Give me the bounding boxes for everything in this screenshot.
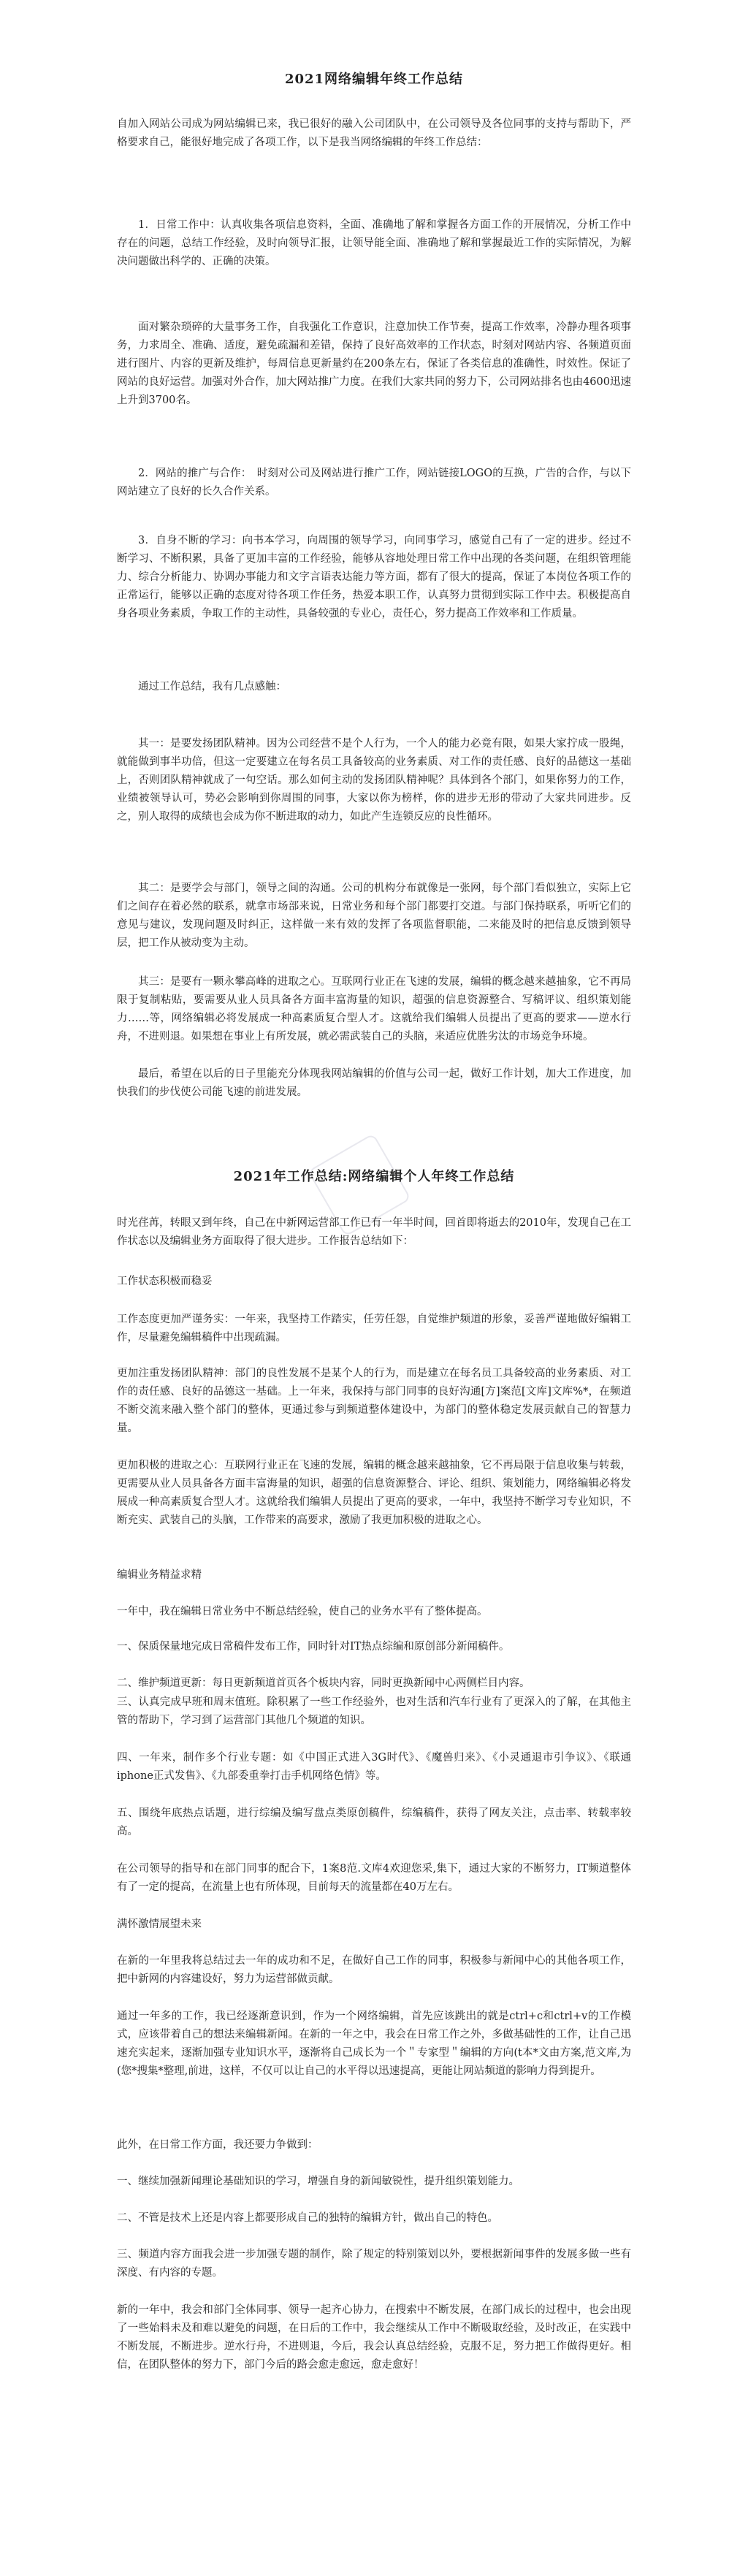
doc2-goals-intro bbox=[117, 2136, 631, 2154]
paragraph: 通过工作总结，我有几点感触： bbox=[138, 681, 286, 693]
doc2-teamwork bbox=[117, 1365, 631, 1438]
paragraph: 此外，在日常工作方面，我还要力争做到： bbox=[117, 2139, 318, 2151]
doc2-goal-1 bbox=[117, 2173, 631, 2191]
doc1-closing bbox=[117, 1065, 631, 1102]
doc2-team-result bbox=[117, 1860, 631, 1897]
list-item: 三、频道内容方面我会进一步加强专题的制作，除了规定的特别策划以外，要根据新闻事件的发展多做一些有深度、有内容的专题。 bbox=[117, 2249, 631, 2279]
paragraph: 一年中，我在编辑日常业务中不断总结经验，使自己的业务水平有了整体提高。 bbox=[117, 1606, 488, 1617]
paragraph: 2．网站的推广与合作： 时刻对公司及网站进行推广工作，网站链接LOGO的互换，广告的合作，与以下网站建立了良好的长久合作关系。 bbox=[117, 468, 631, 498]
doc2-title: 2021年工作总结:网络编辑个人年终工作总结 bbox=[233, 1169, 515, 1184]
paragraph: 工作态度更加严谨务实：一年来，我坚持工作踏实，任劳任怨，自觉维护频道的形象，妥善严谨地做好编辑工作，尽量避免编辑稿件中出现疏漏。 bbox=[117, 1314, 631, 1344]
doc2-goal-2 bbox=[117, 2209, 631, 2228]
list-item: 二、不管是技术上还是内容上都要形成自己的独特的编辑方针，做出自己的特色。 bbox=[117, 2212, 498, 2224]
doc2-item-1 bbox=[117, 1638, 631, 1656]
section-heading: 满怀激情展望未来 bbox=[117, 1918, 202, 1930]
doc2-closing bbox=[117, 2301, 631, 2374]
paragraph: 最后，希望在以后的日子里能充分体现我网站编辑的价值与公司一起，做好工作计划，加大工作进度，加快我们的步伐使公司能飞速的前进发展。 bbox=[117, 1068, 631, 1098]
list-item: 三、认真完成早班和周末值班。除积累了一些工作经验外，也对生活和汽车行业有了更深入的了解，在其他主管的帮助下，学习到了运营部门其他几个频道的知识。 bbox=[117, 1696, 631, 1726]
paragraph: 更加注重发扬团队精神：部门的良性发展不是某个人的行为，而是建立在每名员工具备较高的业务素质、对工作的责任感、良好的品德这一基础。上一年来，我保持与部门同事的良好沟通[方]案范[文库]文库%*，在频道不断交流来融入整个部门的整体，更通过参与到频道整体建设中，为部门的整体稳定发展贡献自己的智慧力量。 bbox=[117, 1368, 631, 1434]
doc2-attitude bbox=[117, 1311, 631, 1347]
paragraph: 3．自身不断的学习：向书本学习，向周围的领导学习，向同事学习，感觉自己有了一定的进步。经过不断学习、不断积累，具备了更加丰富的工作经验，能够从容地处理日常工作中出现的各类问题，在组织管理能力、综合分析能力、协调办事能力和文字言语表达能力等方面，都有了很大的提高，保证了本岗位各项工作的正常运行，能够以正确的态度对待各项工作任务，热爱本职工作，认真努力贯彻到实际工作中去。积极提高自身各项业务素质，争取工作的主动性，具备较强的专业心，责任心，努力提高工作效率和工作质量。 bbox=[117, 535, 631, 620]
doc2-heading-2 bbox=[117, 1566, 631, 1585]
list-item: 二、维护频道更新：每日更新频道首页各个板块内容，同时更换新闻中心两侧栏目内容。 bbox=[117, 1677, 530, 1689]
doc1-section-daily-work bbox=[117, 216, 631, 271]
paragraph: 自加入网站公司成为网站编辑已来，我已很好的融入公司团队中，在公司领导及各位同事的支持与帮助下，严格要求自己，能很好地完成了各项工作，以下是我当网络编辑的年终工作总结： bbox=[117, 118, 631, 148]
paragraph: 在公司领导的指导和在部门同事的配合下，1案8范.文库4欢迎您采,集下，通过大家的不断努力，IT频道整体有了一定的提高，在流量上也有所体现，目前每天的流量都在40万左右。 bbox=[117, 1863, 631, 1893]
paragraph: 更加积极的进取之心：互联网行业正在飞速的发展，编辑的概念越来越抽象，它不再局限于信息收集与转载，更需要从业人员具备各方面丰富海量的知识，超强的信息资源整合、评论、组织、策划能力，网络编辑必将发展成一种高素质复合型人才。这就给我们编辑人员提出了更高的要求，一年中，我坚持不断学习专业知识，不断充实、武装自己的头脑，工作带来的高要求，激励了我更加积极的进取之心。 bbox=[117, 1460, 631, 1526]
doc2-reflection bbox=[117, 2008, 631, 2081]
doc1-reflection-2 bbox=[117, 880, 631, 953]
doc2-goal-3 bbox=[117, 2246, 631, 2282]
section-heading: 工作状态积极而稳妥 bbox=[117, 1276, 213, 1287]
paragraph: 通过一年多的工作，我已经逐渐意识到，作为一个网络编辑，首先应该跳出的就是ctrl+c和ctrl+v的工作模式，应该带着自己的想法来编辑新闻。在新的一年之中，我会在日常工作之外，多做基础性的工作，让自己迅速充实起来，逐渐加强专业知识水平，逐渐将自己成长为一个＂专家型＂编辑的方向(t本*文由方案,范文库,为(您*搜集*整理,前进，这样，不仅可以让自己的水平得以迅速提高，更能让网站频道的影响力得到提升。 bbox=[117, 2011, 631, 2077]
doc2-intro bbox=[117, 1214, 631, 1251]
paragraph: 在新的一年里我将总结过去一年的成功和不足，在做好自己工作的同事，积极参与新闻中心的其他各项工作，把中新网的内容建设好，努力为运营部做贡献。 bbox=[117, 1955, 631, 1985]
doc1-reflections-intro bbox=[117, 678, 631, 696]
doc2-progress bbox=[117, 1457, 631, 1530]
doc2-business-intro bbox=[117, 1603, 631, 1621]
doc1-section-learning bbox=[117, 532, 631, 623]
paragraph: 时光荏苒，转眼又到年终，自己在中新网运营部工作已有一年半时间，回首即将逝去的2010年，发现自己在工作状态以及编辑业务方面取得了很大进步。工作报告总结如下： bbox=[117, 1217, 631, 1247]
doc1-reflection-1 bbox=[117, 735, 631, 826]
paragraph: 面对繁杂琐碎的大量事务工作，自我强化工作意识，注意加快工作节奏，提高工作效率，冷静办理各项事务，力求周全、准确、适度，避免疏漏和差错，保持了良好高效率的工作状态，时刻对网站内容、各频道页面进行图片、内容的更新及维护，每周信息更新量约在200条左右，保证了各类信息的准确性，时效性。保证了网站的良好运营。加强对外合作，加大网站推广力度。在我们大家共同的努力下，公司网站排名也由4600迅速上升到3700名。 bbox=[117, 321, 631, 406]
doc2-item-3 bbox=[117, 1693, 631, 1730]
doc1-section-promotion bbox=[117, 465, 631, 501]
doc2-item-4 bbox=[117, 1749, 631, 1786]
doc2-item-5 bbox=[117, 1805, 631, 1841]
list-item: 四、一年来，制作多个行业专题：如《中国正式进入3G时代》、《魔兽归来》、《小灵通退市引争议》、《联通iphone正式发售》、《九部委重拳打击手机网络色情》等。 bbox=[117, 1752, 631, 1782]
paragraph: 其二：是要学会与部门，领导之间的沟通。公司的机构分布就像是一张网，每个部门看似独立，实际上它们之间存在着必然的联系，就拿市场部来说，日常业务和每个部门都要打交道。与部门保持联系，听听它们的意见与建议，发现问题及时纠正，这样做一来有效的发挥了各项监督职能，二来能及时的把信息反馈到领导层，把工作从被动变为主动。 bbox=[117, 883, 631, 949]
doc1-reflection-3 bbox=[117, 973, 631, 1046]
doc1-section-affairs bbox=[117, 319, 631, 410]
paragraph: 新的一年中，我会和部门全体同事、领导一起齐心协力，在搜索中不断发展，在部门成长的过程中，也会出现了一些始料未及和难以避免的问题，在日后的工作中，我会继续从工作中不断吸取经验，及时改正，在实践中不断发展，不断进步。逆水行舟，不进则退，今后，我会认真总结经验，克服不足，努力把工作做得更好。相信，在团队整体的努力下，部门今后的路会愈走愈远，愈走愈好！ bbox=[117, 2304, 631, 2371]
doc2-heading-3 bbox=[117, 1916, 631, 1934]
paragraph: 1．日常工作中：认真收集各项信息资料，全面、准确地了解和掌握各方面工作的开展情况，分析工作中存在的问题，总结工作经验，及时向领导汇报，让领导能全面、准确地了解和掌握最近工作的实际情况，为解决问题做出科学的、正确的决策。 bbox=[117, 219, 631, 267]
doc1-title: 2021网络编辑年终工作总结 bbox=[284, 72, 464, 87]
section-heading: 编辑业务精益求精 bbox=[117, 1569, 202, 1581]
doc2-item-2 bbox=[117, 1674, 631, 1693]
doc2-outlook bbox=[117, 1952, 631, 1989]
doc1-intro bbox=[117, 115, 631, 152]
paragraph: 其一：是要发扬团队精神。因为公司经营不是个人行为，一个人的能力必竟有限，如果大家拧成一股绳，就能做到事半功倍，但这一定要建立在每名员工具备较高的业务素质、对工作的责任感、良好的品德这一基础上，否则团队精神就成了一句空话。那么如何主动的发扬团队精神呢？具体到各个部门，如果你努力的工作，业绩被领导认可，势必会影响到你周围的同事，大家以你为榜样，你的进步无形的带动了大家共同进步。反之，别人取得的成绩也会成为你不断进取的动力，如此产生连锁反应的良性循环。 bbox=[117, 738, 631, 823]
list-item: 一、保质保量地完成日常稿件发布工作，同时针对IT热点综编和原创部分新闻稿件。 bbox=[117, 1641, 510, 1653]
doc2-heading-1 bbox=[117, 1273, 631, 1291]
paragraph: 其三：是要有一颗永攀高峰的进取之心。互联网行业正在飞速的发展，编辑的概念越来越抽象，它不再局限于复制粘贴，要需要从业人员具备各方面丰富海量的知识，超强的信息资源整合、写稿评议、组织策划能力……等，网络编辑必将发展成一种高素质复合型人才。这就给我们编辑人员提出了更高的要求——逆水行舟，不进则退。如果想在事业上有所发展，就必需武装自己的头脑，来适应优胜劣汰的市场竞争环境。 bbox=[117, 976, 631, 1043]
list-item: 一、继续加强新闻理论基础知识的学习，增强自身的新闻敏锐性，提升组织策划能力。 bbox=[117, 2176, 519, 2187]
list-item: 五、围绕年底热点话题，进行综编及编写盘点类原创稿件，综编稿件，获得了网友关注，点击率、转载率较高。 bbox=[117, 1807, 631, 1837]
